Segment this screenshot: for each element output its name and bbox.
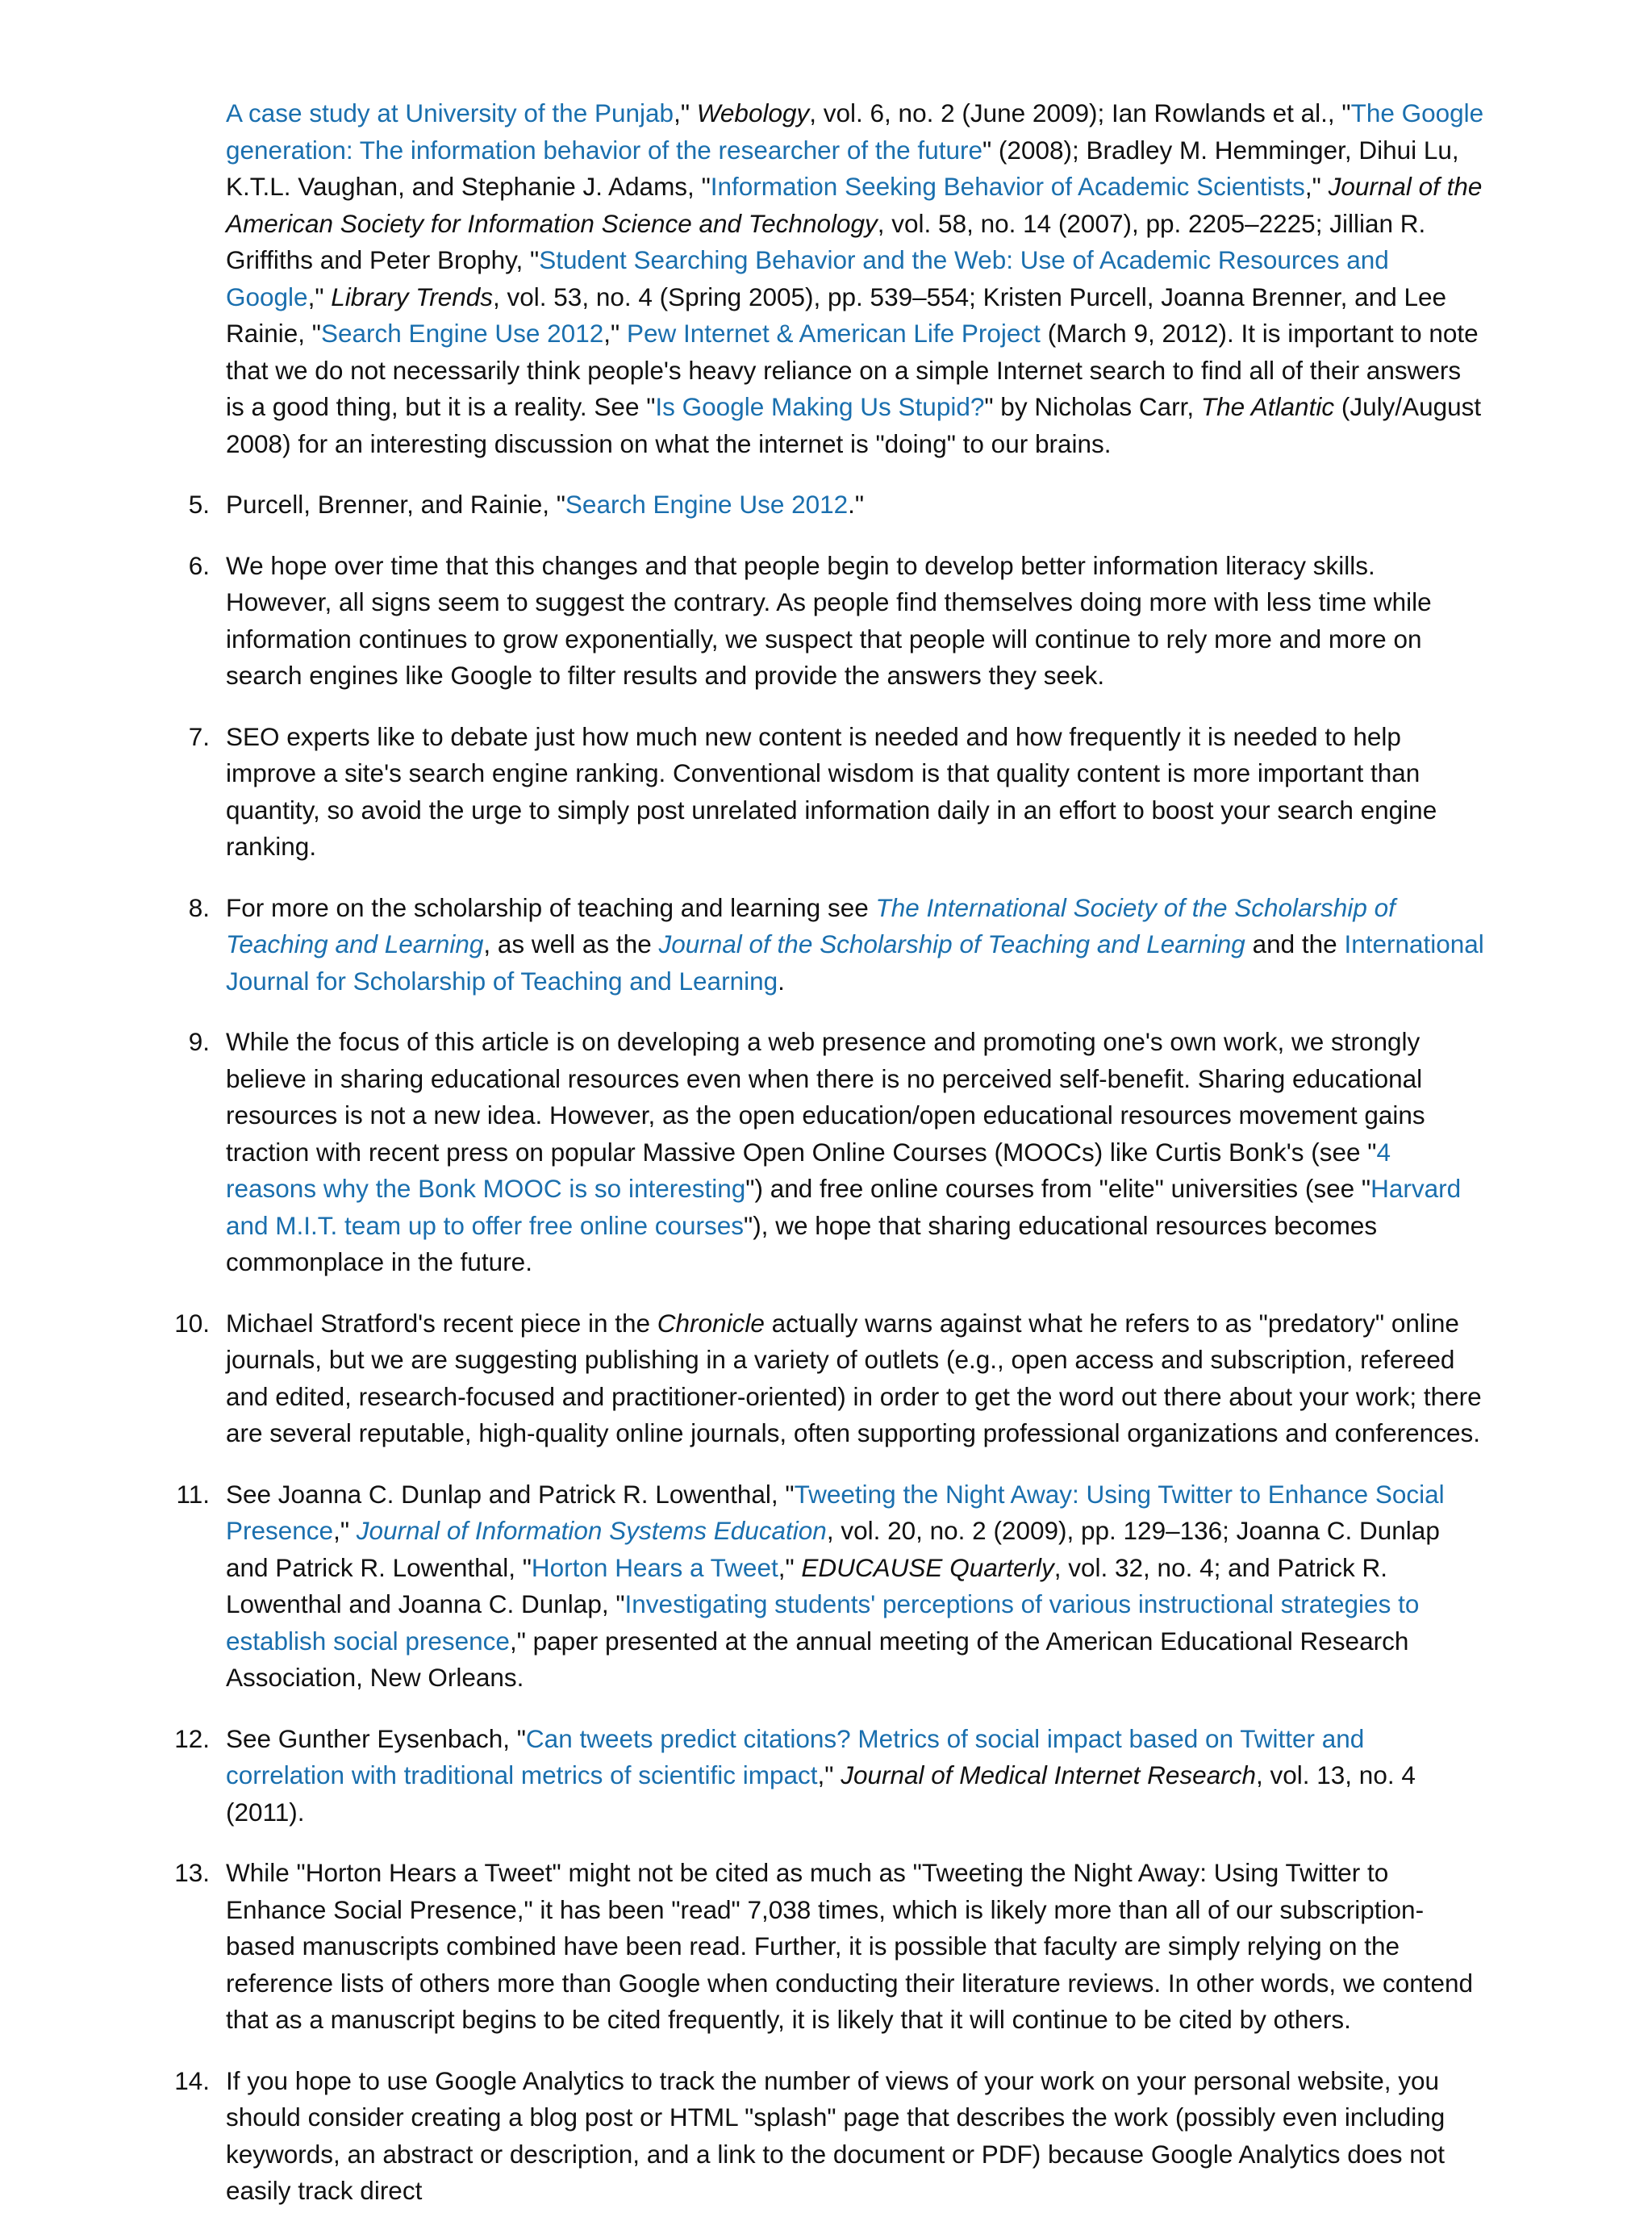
- endnote-item: [176, 1476, 1484, 1697]
- endnote-item: [188, 548, 1484, 695]
- endnote-item: [188, 890, 1484, 1000]
- endnote-number: 7.: [188, 721, 210, 751]
- citation-link[interactable]: Is Google Making Us Stupid?: [655, 392, 985, 421]
- text-run: ,": [603, 319, 627, 348]
- endnote-item: [226, 95, 1484, 462]
- citation-link[interactable]: Investigating students' perceptions of various instructional strategies to establish social presence: [226, 1589, 1420, 1656]
- text-run: and the: [1245, 929, 1345, 958]
- endnote-number: 14.: [174, 2065, 210, 2095]
- endnote-item: [174, 1721, 1484, 1831]
- publication-title: The Atlantic: [1200, 392, 1335, 421]
- publication-title: Chronicle: [657, 1308, 765, 1338]
- citation-link[interactable]: Search Engine Use 2012: [565, 490, 849, 519]
- text-run: , vol. 13, no. 4 (2011).: [226, 1760, 1416, 1827]
- endnote-text: [226, 1855, 1484, 2039]
- endnote-text: [226, 95, 1484, 462]
- citation-link-title: The International Society of the Scholarship of Teaching and Learning: [226, 892, 1395, 958]
- citation-link[interactable]: The Google generation: The information behavior of the researcher of the future: [226, 98, 1484, 165]
- endnotes-list: [174, 95, 1484, 2234]
- text-run: Purcell, Brenner, and Rainie, ": [226, 490, 565, 519]
- citation-link[interactable]: Can tweets predict citations? Metrics of social impact based on Twitter and correlation with traditional metrics of scientific impact: [226, 1723, 1365, 1789]
- endnote-number: 12.: [174, 1723, 210, 1753]
- text-run: SEO experts like to debate just how much new content is needed and how frequently it is needed to help improve a site's search engine ranking. Conventional wisdom is that quality content is more important than quantity, so avoid the urge to simply post unrelated information daily in an effort to boost your search engine ranking.: [226, 721, 1437, 861]
- endnote-text: [226, 548, 1484, 695]
- citation-link[interactable]: Harvard and M.I.T. team up to offer free online courses: [226, 1174, 1462, 1240]
- text-run: , as well as the: [483, 929, 659, 958]
- publication-title: Journal of Medical Internet Research: [841, 1760, 1256, 1789]
- text-run: .: [778, 966, 785, 996]
- endnote-text: [226, 1024, 1484, 1281]
- text-run: "), we hope that sharing educational resources becomes commonplace in the future.: [226, 1210, 1378, 1276]
- citation-link-title: Journal of Information Systems Education: [356, 1516, 827, 1545]
- text-run: , vol. 58, no. 14 (2007), pp. 2205–2225; Jillian R. Griffiths and Peter Brophy, ": [226, 208, 1426, 274]
- endnote-text: [226, 2063, 1484, 2210]
- text-run: ,": [674, 98, 697, 127]
- text-run: " (2008); Bradley M. Hemminger, Dihui Lu, K.T.L. Vaughan, and Stephanie J. Adams, ": [226, 135, 1459, 201]
- text-run: .": [848, 490, 865, 519]
- text-run: ") and free online courses from "elite" universities (see ": [745, 1174, 1371, 1203]
- publication-title: Webology: [696, 98, 810, 127]
- text-run: , vol. 32, no. 4; and Patrick R. Lowenthal and Joanna C. Dunlap, ": [226, 1552, 1387, 1618]
- citation-link[interactable]: [357, 1516, 827, 1545]
- text-run: ,": [1304, 172, 1329, 201]
- endnote-number: 13.: [174, 1858, 210, 1887]
- text-run: ,": [307, 282, 332, 311]
- citation-link[interactable]: International Journal for Scholarship of Teaching and Learning: [226, 929, 1484, 996]
- endnote-number: 10.: [174, 1308, 210, 1338]
- endnote-item: [188, 486, 1484, 524]
- endnote-number: 9.: [188, 1027, 210, 1056]
- citation-link[interactable]: Search Engine Use 2012: [321, 319, 604, 348]
- text-run: , vol. 6, no. 2 (June 2009); Ian Rowlands et al., ": [809, 98, 1351, 127]
- text-run: Michael Stratford's recent piece in the: [226, 1308, 657, 1338]
- text-run: (July/August 2008) for an interesting discussion on what the internet is "doing" to our brains.: [226, 392, 1482, 458]
- endnote-item: [188, 719, 1484, 866]
- text-run: ,": [778, 1552, 802, 1582]
- citation-link[interactable]: Student Searching Behavior and the Web: Use of Academic Resources and Google: [226, 245, 1389, 311]
- text-run: , vol. 20, no. 2 (2009), pp. 129–136; Joanna C. Dunlap and Patrick R. Lowenthal, ": [226, 1516, 1440, 1582]
- text-run: ,": [817, 1760, 841, 1789]
- endnote-item: [174, 1855, 1484, 2039]
- citation-link[interactable]: Horton Hears a Tweet: [531, 1552, 778, 1582]
- text-run: " by Nicholas Carr,: [984, 392, 1201, 421]
- text-run: We hope over time that this changes and that people begin to develop better information literacy skills. However, all signs seem to suggest the contrary. As people find themselves doing more with less time while information continues to grow exponentially, we suspect that people will continue to rely more and more on search engines like Google to filter results and provide the answers they seek.: [226, 550, 1432, 690]
- text-run: , vol. 53, no. 4 (Spring 2005), pp. 539–554; Kristen Purcell, Joanna Brenner, and Lee Rainie, ": [226, 282, 1447, 348]
- citation-link[interactable]: A case study at University of the Punjab: [226, 98, 674, 127]
- publication-title: Journal of the American Society for Information Science and Technology: [226, 172, 1483, 238]
- endnote-item: [174, 2063, 1484, 2210]
- text-run: ," paper presented at the annual meeting of the American Educational Research Association, New Orleans.: [226, 1626, 1409, 1692]
- endnote-number: 6.: [188, 550, 210, 580]
- endnote-text: [226, 890, 1484, 1000]
- citation-link[interactable]: Tweeting the Night Away: Using Twitter to Enhance Social Presence: [226, 1479, 1445, 1545]
- citation-link[interactable]: Pew Internet & American Life Project: [626, 319, 1041, 348]
- citation-link[interactable]: Information Seeking Behavior of Academic Scientists: [710, 172, 1305, 201]
- text-run: While "Horton Hears a Tweet" might not be cited as much as "Tweeting the Night Away: Using Twitter to Enhance Social Presence," it has been "read" 7,038 times, which is likely more than all of our subscription-based manuscripts combined have been read. Further, it is possible that faculty are simply relying on the reference lists of others more than Google when conducting their literature reviews. In other words, we contend that as a manuscript begins to be cited frequently, it is likely that it will continue to be cited by others.: [226, 1858, 1474, 2034]
- endnote-number: 5.: [188, 490, 210, 519]
- endnote-text: [226, 1305, 1484, 1452]
- text-run: While the focus of this article is on developing a web presence and promoting one's own work, we strongly believe in sharing educational resources even when there is no perceived self-benefit. Sharing educational resources is not a new idea. However, as the open education/open educational resources movement gains traction with recent press on popular Massive Open Online Courses (MOOCs) like Curtis Bonk's (see ": [226, 1027, 1425, 1167]
- endnote-text: [226, 1721, 1484, 1831]
- citation-link[interactable]: 4 reasons why the Bonk MOOC is so interesting: [226, 1137, 1391, 1203]
- text-run: If you hope to use Google Analytics to track the number of views of your work on your personal website, you should consider creating a blog post or HTML "splash" page that describes the work (possibly even including keywords, an abstract or description, and a link to the document or PDF) because Google Analytics does not easily track direct: [226, 2065, 1446, 2205]
- text-run: actually warns against what he refers to as "predatory" online journals, but we are suggesting publishing in a variety of outlets (e.g., open access and subscription, refereed and edited, research-focused and practitioner-oriented) in order to get the word out there about your work; there are several reputable, high-quality online journals, often supporting professional organizations and conferences.: [226, 1308, 1482, 1447]
- endnote-text: [226, 486, 1484, 524]
- endnote-item: [188, 1024, 1484, 1281]
- endnote-item: [174, 1305, 1484, 1452]
- endnote-text: [226, 719, 1484, 866]
- citation-link[interactable]: [658, 929, 1245, 958]
- text-run: See Gunther Eysenbach, ": [226, 1723, 526, 1753]
- text-run: See Joanna C. Dunlap and Patrick R. Lowenthal, ": [226, 1479, 795, 1509]
- publication-title: Library Trends: [331, 282, 494, 311]
- publication-title: EDUCAUSE Quarterly: [801, 1552, 1054, 1582]
- endnote-number: 11.: [176, 1479, 210, 1509]
- citation-link-title: Journal of the Scholarship of Teaching and Learning: [658, 929, 1245, 958]
- endnote-number: 8.: [188, 892, 210, 922]
- text-run: For more on the scholarship of teaching and learning see: [226, 892, 876, 922]
- endnote-text: [226, 1476, 1484, 1697]
- text-run: (March 9, 2012). It is important to note that we do not necessarily think people's heavy reliance on a simple Internet search to find all of their answers is a good thing, but it is a reality. See ": [226, 319, 1479, 421]
- text-run: ,": [333, 1516, 357, 1545]
